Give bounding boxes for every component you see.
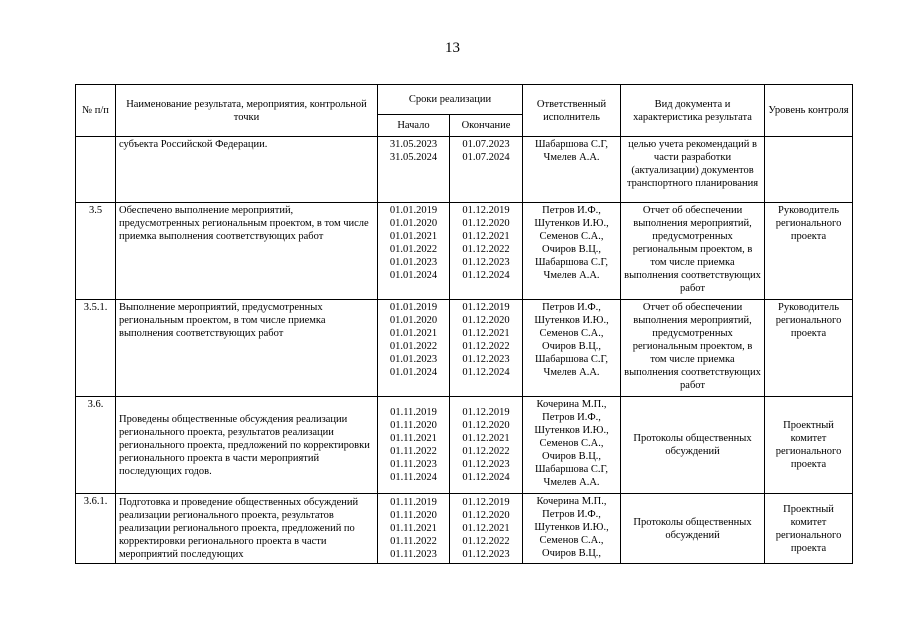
row-responsible: [523, 137, 621, 203]
row-responsible-line: Очиров В.Ц.,: [542, 244, 602, 255]
page-number: 13: [445, 40, 460, 56]
row-responsible-line: Семенов С.А.,: [539, 535, 604, 546]
row-end-dates: [450, 137, 523, 203]
row-document: Протоколы общественных обсуждений: [621, 397, 765, 494]
row-name: Выполнение мероприятий, предусмотренных региональным проектом, в том числе приемка выполнения соответствующих работ: [116, 300, 378, 397]
row-responsible-line: Петров И.Ф.,: [542, 412, 601, 423]
row-responsible-line: Шабаршова С.Г,: [534, 139, 609, 150]
row-responsible: [523, 494, 621, 564]
header-level: Уровень контроля: [765, 85, 853, 137]
header-responsible: Ответственный исполнитель: [523, 85, 621, 137]
row-start-dates-line: 01.01.2022: [389, 244, 438, 255]
row-start-dates-line: 01.01.2023: [389, 354, 438, 365]
row-start-dates-line: 01.11.2021: [390, 433, 437, 444]
header-name: Наименование результата, мероприятия, контрольной точки: [116, 85, 378, 137]
row-control-level: Проектный комитет регионального проекта: [765, 494, 853, 564]
row-responsible-line: Шабаршова С.Г,: [534, 354, 609, 365]
row-end-dates: [450, 203, 523, 300]
row-responsible: [523, 300, 621, 397]
row-end-dates-line: 01.12.2024: [462, 270, 510, 281]
row-responsible-line: Семенов С.А.,: [539, 231, 604, 242]
row-start-dates-line: 31.05.2023: [389, 139, 438, 150]
row-start-dates-line: 01.11.2020: [390, 510, 437, 521]
row-start-dates: [378, 203, 450, 300]
row-responsible-line: Чмелев А.А.: [543, 152, 600, 163]
row-responsible-line: Чмелев А.А.: [543, 477, 600, 488]
row-responsible-line: Чмелев А.А.: [543, 367, 600, 378]
header-num: № п/п: [76, 85, 116, 137]
row-start-dates: [378, 397, 450, 494]
row-start-dates-line: 01.11.2021: [390, 523, 437, 534]
row-responsible-line: Шутенков И.Ю.,: [534, 522, 609, 533]
row-number: 3.6.: [76, 397, 116, 494]
row-number: 3.6.1.: [76, 494, 116, 564]
row-responsible-line: Очиров В.Ц.,: [542, 451, 602, 462]
row-end-dates: [450, 494, 523, 564]
row-number: 3.5: [76, 203, 116, 300]
row-responsible-line: Петров И.Ф.,: [542, 205, 601, 216]
row-control-level: [765, 137, 853, 203]
row-end-dates-line: 01.12.2021: [462, 523, 510, 534]
row-start-dates-line: 01.01.2021: [389, 231, 438, 242]
row-responsible-line: Шутенков И.Ю.,: [534, 425, 609, 436]
row-end-dates-line: 01.12.2021: [462, 433, 510, 444]
row-start-dates-line: 01.01.2020: [389, 315, 438, 326]
row-end-dates-line: 01.12.2020: [462, 315, 510, 326]
row-end-dates-line: 01.12.2022: [462, 536, 510, 547]
row-start-dates-line: 01.11.2019: [390, 497, 437, 508]
row-responsible-line: Очиров В.Ц.,: [542, 341, 602, 352]
row-start-dates-line: 01.11.2023: [390, 459, 437, 470]
row-start-dates-line: 01.01.2019: [389, 205, 438, 216]
row-start-dates-line: 01.01.2023: [389, 257, 438, 268]
row-end-dates-line: 01.12.2024: [462, 367, 510, 378]
row-end-dates-line: 01.12.2019: [462, 302, 510, 313]
row-responsible-line: Кочерина М.П.,: [536, 399, 607, 410]
row-document: Отчет об обеспечении выполнения мероприятий, предусмотренных региональным проектом, в том числе приемка выполнения соответствующих работ: [621, 203, 765, 300]
row-document: Протоколы общественных обсуждений: [621, 494, 765, 564]
row-start-dates-line: 01.01.2021: [389, 328, 438, 339]
row-start-dates-line: 01.11.2019: [390, 407, 437, 418]
table-row: [76, 203, 853, 300]
row-end-dates-line: 01.12.2022: [462, 341, 510, 352]
row-start-dates-line: 01.11.2024: [390, 472, 437, 483]
row-start-dates: [378, 494, 450, 564]
row-responsible-line: Семенов С.А.,: [539, 328, 604, 339]
row-control-level: Проектный комитет регионального проекта: [765, 397, 853, 494]
row-end-dates-line: 01.12.2024: [462, 472, 510, 483]
row-end-dates-line: 01.12.2022: [462, 244, 510, 255]
row-end-dates-line: 01.12.2020: [462, 420, 510, 431]
row-start-dates-line: 31.05.2024: [389, 152, 438, 163]
row-end-dates-line: 01.12.2021: [462, 328, 510, 339]
row-end-dates: [450, 397, 523, 494]
row-name: субъекта Российской Федерации.: [116, 137, 378, 203]
row-responsible-line: Шабаршова С.Г,: [534, 257, 609, 268]
row-responsible-line: Шутенков И.Ю.,: [534, 218, 609, 229]
row-start-dates: [378, 137, 450, 203]
row-responsible-line: Петров И.Ф.,: [542, 302, 601, 313]
row-end-dates: [450, 300, 523, 397]
row-start-dates-line: 01.11.2020: [390, 420, 437, 431]
header-doc: Вид документа и характеристика результата: [621, 85, 765, 137]
header-start: Начало: [378, 115, 450, 137]
row-control-level: Руководитель регионального проекта: [765, 300, 853, 397]
table-row: [76, 300, 853, 397]
row-start-dates-line: 01.01.2024: [389, 270, 438, 281]
row-name: Обеспечено выполнение мероприятий, предусмотренных региональным проектом, в том числе приемка выполнения соответствующих работ: [116, 203, 378, 300]
row-start-dates-line: 01.11.2022: [390, 446, 437, 457]
row-responsible-line: Очиров В.Ц.,: [542, 548, 602, 559]
row-responsible-line: Семенов С.А.,: [539, 438, 604, 449]
row-control-level: Руководитель регионального проекта: [765, 203, 853, 300]
row-name: Подготовка и проведение общественных обсуждений реализации регионального проекта, результатов реализации регионального проекта, предложений по корректировки регионального проекта в части мероприятий последующих: [116, 494, 378, 564]
row-responsible-line: Чмелев А.А.: [543, 270, 600, 281]
row-end-dates-line: 01.12.2019: [462, 205, 510, 216]
row-number: [76, 137, 116, 203]
row-name: Проведены общественные обсуждения реализации регионального проекта, результатов реализации регионального проекта, предложений по корректировки регионального проекта в части мероприятий последующих годов.: [116, 397, 378, 494]
row-responsible: [523, 397, 621, 494]
table-row: [76, 397, 853, 494]
row-end-dates-line: 01.12.2019: [462, 497, 510, 508]
row-start-dates-line: 01.11.2023: [390, 549, 437, 560]
table-row: [76, 137, 853, 203]
row-end-dates-line: 01.12.2023: [462, 354, 510, 365]
row-responsible: [523, 203, 621, 300]
row-end-dates-line: 01.12.2023: [462, 549, 510, 560]
row-document: Отчет об обеспечении выполнения мероприятий, предусмотренных региональным проектом, в том числе приемка выполнения соответствующих работ: [621, 300, 765, 397]
table-row: [76, 494, 853, 564]
row-start-dates: [378, 300, 450, 397]
row-start-dates-line: 01.11.2022: [390, 536, 437, 547]
row-end-dates-line: 01.12.2023: [462, 459, 510, 470]
row-start-dates-line: 01.01.2020: [389, 218, 438, 229]
row-number: 3.5.1.: [76, 300, 116, 397]
header-end: Окончание: [450, 115, 523, 137]
row-end-dates-line: 01.12.2023: [462, 257, 510, 268]
row-document: целью учета рекомендаций в части разработки (актуализации) документов транспортного планирования: [621, 137, 765, 203]
row-end-dates-line: 01.12.2020: [462, 510, 510, 521]
row-responsible-line: Шабаршова С.Г,: [534, 464, 609, 475]
row-responsible-line: Кочерина М.П.,: [536, 496, 607, 507]
row-start-dates-line: 01.01.2019: [389, 302, 438, 313]
row-end-dates-line: 01.12.2021: [462, 231, 510, 242]
row-end-dates-line: 01.12.2020: [462, 218, 510, 229]
header-period: Сроки реализации: [378, 85, 523, 115]
project-schedule-table: [75, 84, 853, 564]
row-responsible-line: Шутенков И.Ю.,: [534, 315, 609, 326]
row-start-dates-line: 01.01.2022: [389, 341, 438, 352]
row-end-dates-line: 01.12.2019: [462, 407, 510, 418]
row-end-dates-line: 01.07.2023: [462, 139, 510, 150]
row-end-dates-line: 01.12.2022: [462, 446, 510, 457]
row-responsible-line: Петров И.Ф.,: [542, 509, 601, 520]
row-end-dates-line: 01.07.2024: [462, 152, 510, 163]
row-start-dates-line: 01.01.2024: [389, 367, 438, 378]
